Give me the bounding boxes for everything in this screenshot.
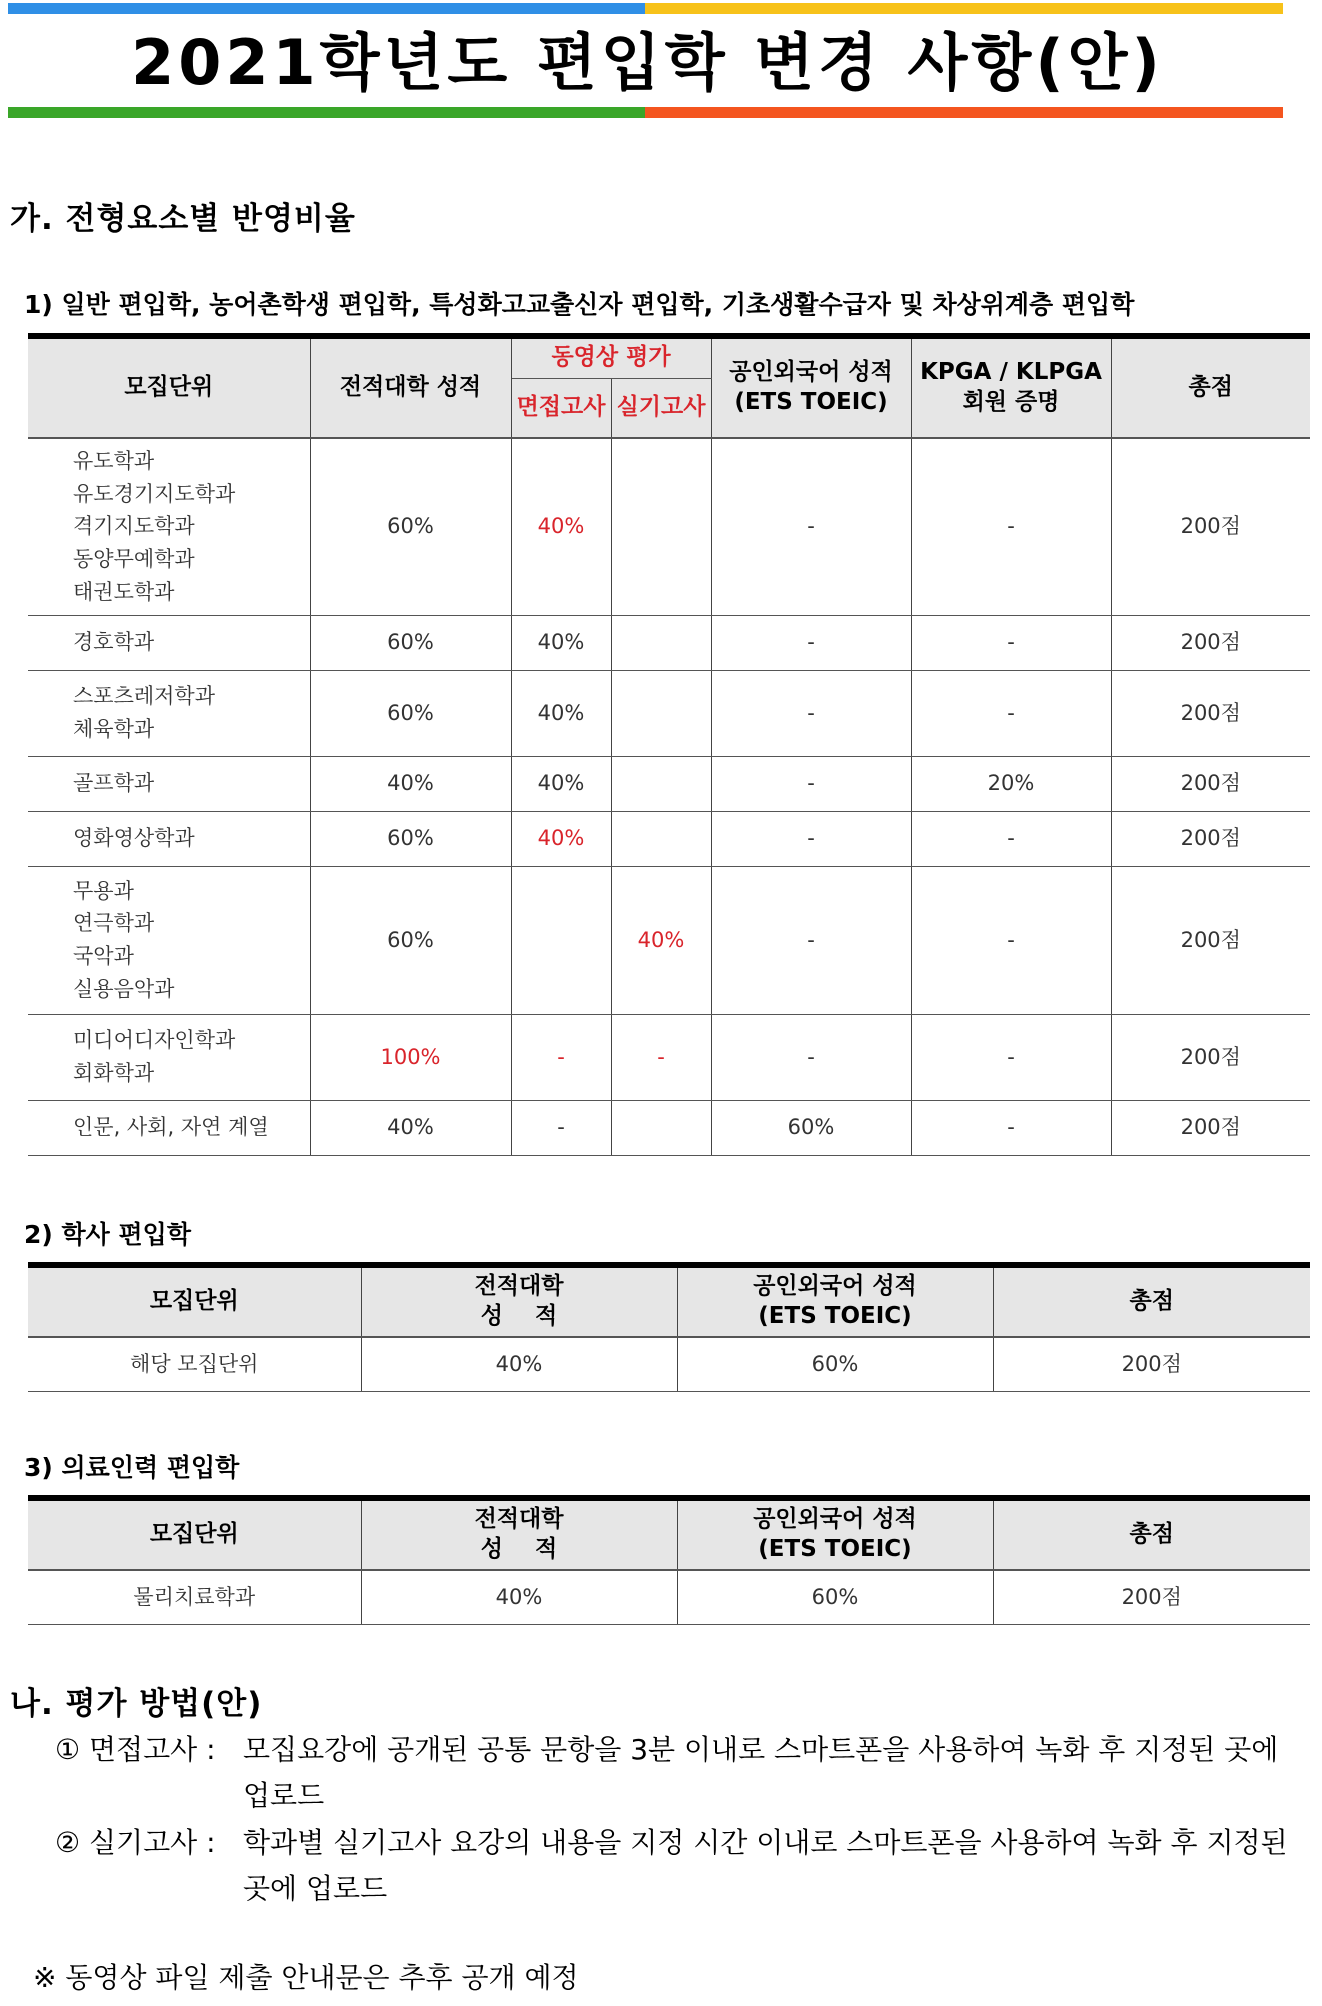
practical-cell — [611, 615, 711, 670]
practical-cell — [611, 1100, 711, 1155]
header-prior-grade: 전적대학 성 적 — [361, 1265, 677, 1337]
unit-cell: 미디어디자인학과 회화학과 — [28, 1014, 310, 1100]
table-row — [28, 811, 1310, 866]
header-prior-grade: 전적대학 성 적 — [361, 1498, 677, 1570]
sub2-heading: 2) 학사 편입학 — [24, 1220, 191, 1249]
unit-cell: 해당 모집단위 — [28, 1337, 361, 1391]
prior-cell: 40% — [361, 1337, 677, 1391]
method-interview-text: 모집요강에 공개된 공통 문항을 3분 이내로 스마트폰을 사용하여 녹화 후 지정된 곳에 업로드 — [243, 1733, 1279, 1812]
table-row — [28, 1337, 1310, 1391]
kpga-cell: 20% — [911, 756, 1111, 811]
kpga-cell: - — [911, 1014, 1111, 1100]
prior-cell: 40% — [310, 756, 511, 811]
total-cell: 200점 — [1111, 866, 1310, 1014]
table-row — [28, 615, 1310, 670]
total-cell: 200점 — [1111, 1014, 1310, 1100]
total-cell: 200점 — [1111, 670, 1310, 756]
header-interview: 면접고사 — [511, 378, 611, 438]
top-bar-blue — [8, 3, 645, 14]
table-row — [28, 1014, 1310, 1100]
kpga-cell: - — [911, 811, 1111, 866]
language-cell: 60% — [677, 1337, 993, 1391]
prior-cell: 40% — [310, 1100, 511, 1155]
interview-cell: 40% — [511, 756, 611, 811]
kpga-cell: - — [911, 670, 1111, 756]
interview-cell: - — [511, 1100, 611, 1155]
total-cell: 200점 — [1111, 811, 1310, 866]
header-language: 공인외국어 성적 (ETS TOEIC) — [711, 336, 911, 438]
header-prior-grade: 전적대학 성적 — [310, 336, 511, 438]
language-cell: - — [711, 756, 911, 811]
total-cell: 200점 — [993, 1570, 1310, 1624]
unit-cell: 경호학과 — [28, 615, 310, 670]
prior-cell: 40% — [361, 1570, 677, 1624]
header-language: 공인외국어 성적 (ETS TOEIC) — [677, 1265, 993, 1337]
method-interview-label: ① 면접고사 : — [55, 1733, 216, 1766]
footnote: ※ 동영상 파일 제출 안내문은 추후 공개 예정 — [33, 1961, 579, 1994]
unit-cell: 영화영상학과 — [28, 811, 310, 866]
language-cell: - — [711, 670, 911, 756]
kpga-cell: - — [911, 438, 1111, 615]
practical-cell: 40% — [611, 866, 711, 1014]
ratio-table-general — [28, 333, 1310, 1156]
unit-cell: 인문, 사회, 자연 계열 — [28, 1100, 310, 1155]
kpga-cell: - — [911, 1100, 1111, 1155]
top-bar-yellow — [645, 3, 1283, 14]
unit-cell: 스포츠레저학과 체육학과 — [28, 670, 310, 756]
unit-cell: 골프학과 — [28, 756, 310, 811]
header-video-eval: 동영상 평가 — [511, 336, 711, 378]
header-unit: 모집단위 — [28, 1498, 361, 1570]
total-cell: 200점 — [1111, 756, 1310, 811]
sub1-heading: 1) 일반 편입학, 농어촌학생 편입학, 특성화고교출신자 편입학, 기초생활수급자 및 차상위계층 편입학 — [24, 290, 1135, 319]
prior-cell: 100% — [310, 1014, 511, 1100]
table-row — [28, 1100, 1310, 1155]
method-practical-text: 학과별 실기고사 요강의 내용을 지정 시간 이내로 스마트폰을 사용하여 녹화 후 지정된 곳에 업로드 — [243, 1826, 1288, 1905]
total-cell: 200점 — [1111, 1100, 1310, 1155]
prior-cell: 60% — [310, 438, 511, 615]
method-practical-label: ② 실기고사 : — [55, 1826, 216, 1859]
table-row — [28, 756, 1310, 811]
practical-cell — [611, 670, 711, 756]
language-cell: - — [711, 615, 911, 670]
unit-cell: 유도학과 유도경기지도학과 격기지도학과 동양무예학과 태권도학과 — [28, 438, 310, 615]
header-unit: 모집단위 — [28, 336, 310, 438]
table-row — [28, 438, 1310, 615]
language-cell: 60% — [711, 1100, 911, 1155]
interview-cell: 40% — [511, 670, 611, 756]
unit-cell: 무용과 연극학과 국악과 실용음악과 — [28, 866, 310, 1014]
practical-cell — [611, 756, 711, 811]
language-cell: - — [711, 866, 911, 1014]
section-ga-heading: 가. 전형요소별 반영비율 — [10, 201, 356, 237]
kpga-cell: - — [911, 615, 1111, 670]
prior-cell: 60% — [310, 811, 511, 866]
header-practical: 실기고사 — [611, 378, 711, 438]
kpga-cell: - — [911, 866, 1111, 1014]
header-total: 총점 — [1111, 336, 1310, 438]
table-row — [28, 866, 1310, 1014]
total-cell: 200점 — [1111, 615, 1310, 670]
interview-cell: 40% — [511, 811, 611, 866]
interview-cell: 40% — [511, 615, 611, 670]
practical-cell — [611, 438, 711, 615]
header-language: 공인외국어 성적 (ETS TOEIC) — [677, 1498, 993, 1570]
language-cell: - — [711, 811, 911, 866]
table-row — [28, 670, 1310, 756]
header-total: 총점 — [993, 1265, 1310, 1337]
language-cell: 60% — [677, 1570, 993, 1624]
header-total: 총점 — [993, 1498, 1310, 1570]
practical-cell — [611, 811, 711, 866]
ratio-table-bachelor — [28, 1262, 1310, 1392]
interview-cell: - — [511, 1014, 611, 1100]
interview-cell: 40% — [511, 438, 611, 615]
table-row — [28, 1570, 1310, 1624]
prior-cell: 60% — [310, 615, 511, 670]
ratio-table-medical — [28, 1495, 1310, 1625]
total-cell: 200점 — [1111, 438, 1310, 615]
section-na-heading: 나. 평가 방법(안) — [10, 1686, 263, 1722]
language-cell: - — [711, 438, 911, 615]
header-unit: 모집단위 — [28, 1265, 361, 1337]
prior-cell: 60% — [310, 866, 511, 1014]
header-kpga: KPGA / KLPGA 회원 증명 — [911, 336, 1111, 438]
prior-cell: 60% — [310, 670, 511, 756]
unit-cell: 물리치료학과 — [28, 1570, 361, 1624]
sub3-heading: 3) 의료인력 편입학 — [24, 1453, 240, 1482]
total-cell: 200점 — [993, 1337, 1310, 1391]
page-title: 2021학년도 편입학 변경 사항(안) — [131, 26, 1164, 99]
interview-cell — [511, 866, 611, 1014]
language-cell: - — [711, 1014, 911, 1100]
practical-cell: - — [611, 1014, 711, 1100]
